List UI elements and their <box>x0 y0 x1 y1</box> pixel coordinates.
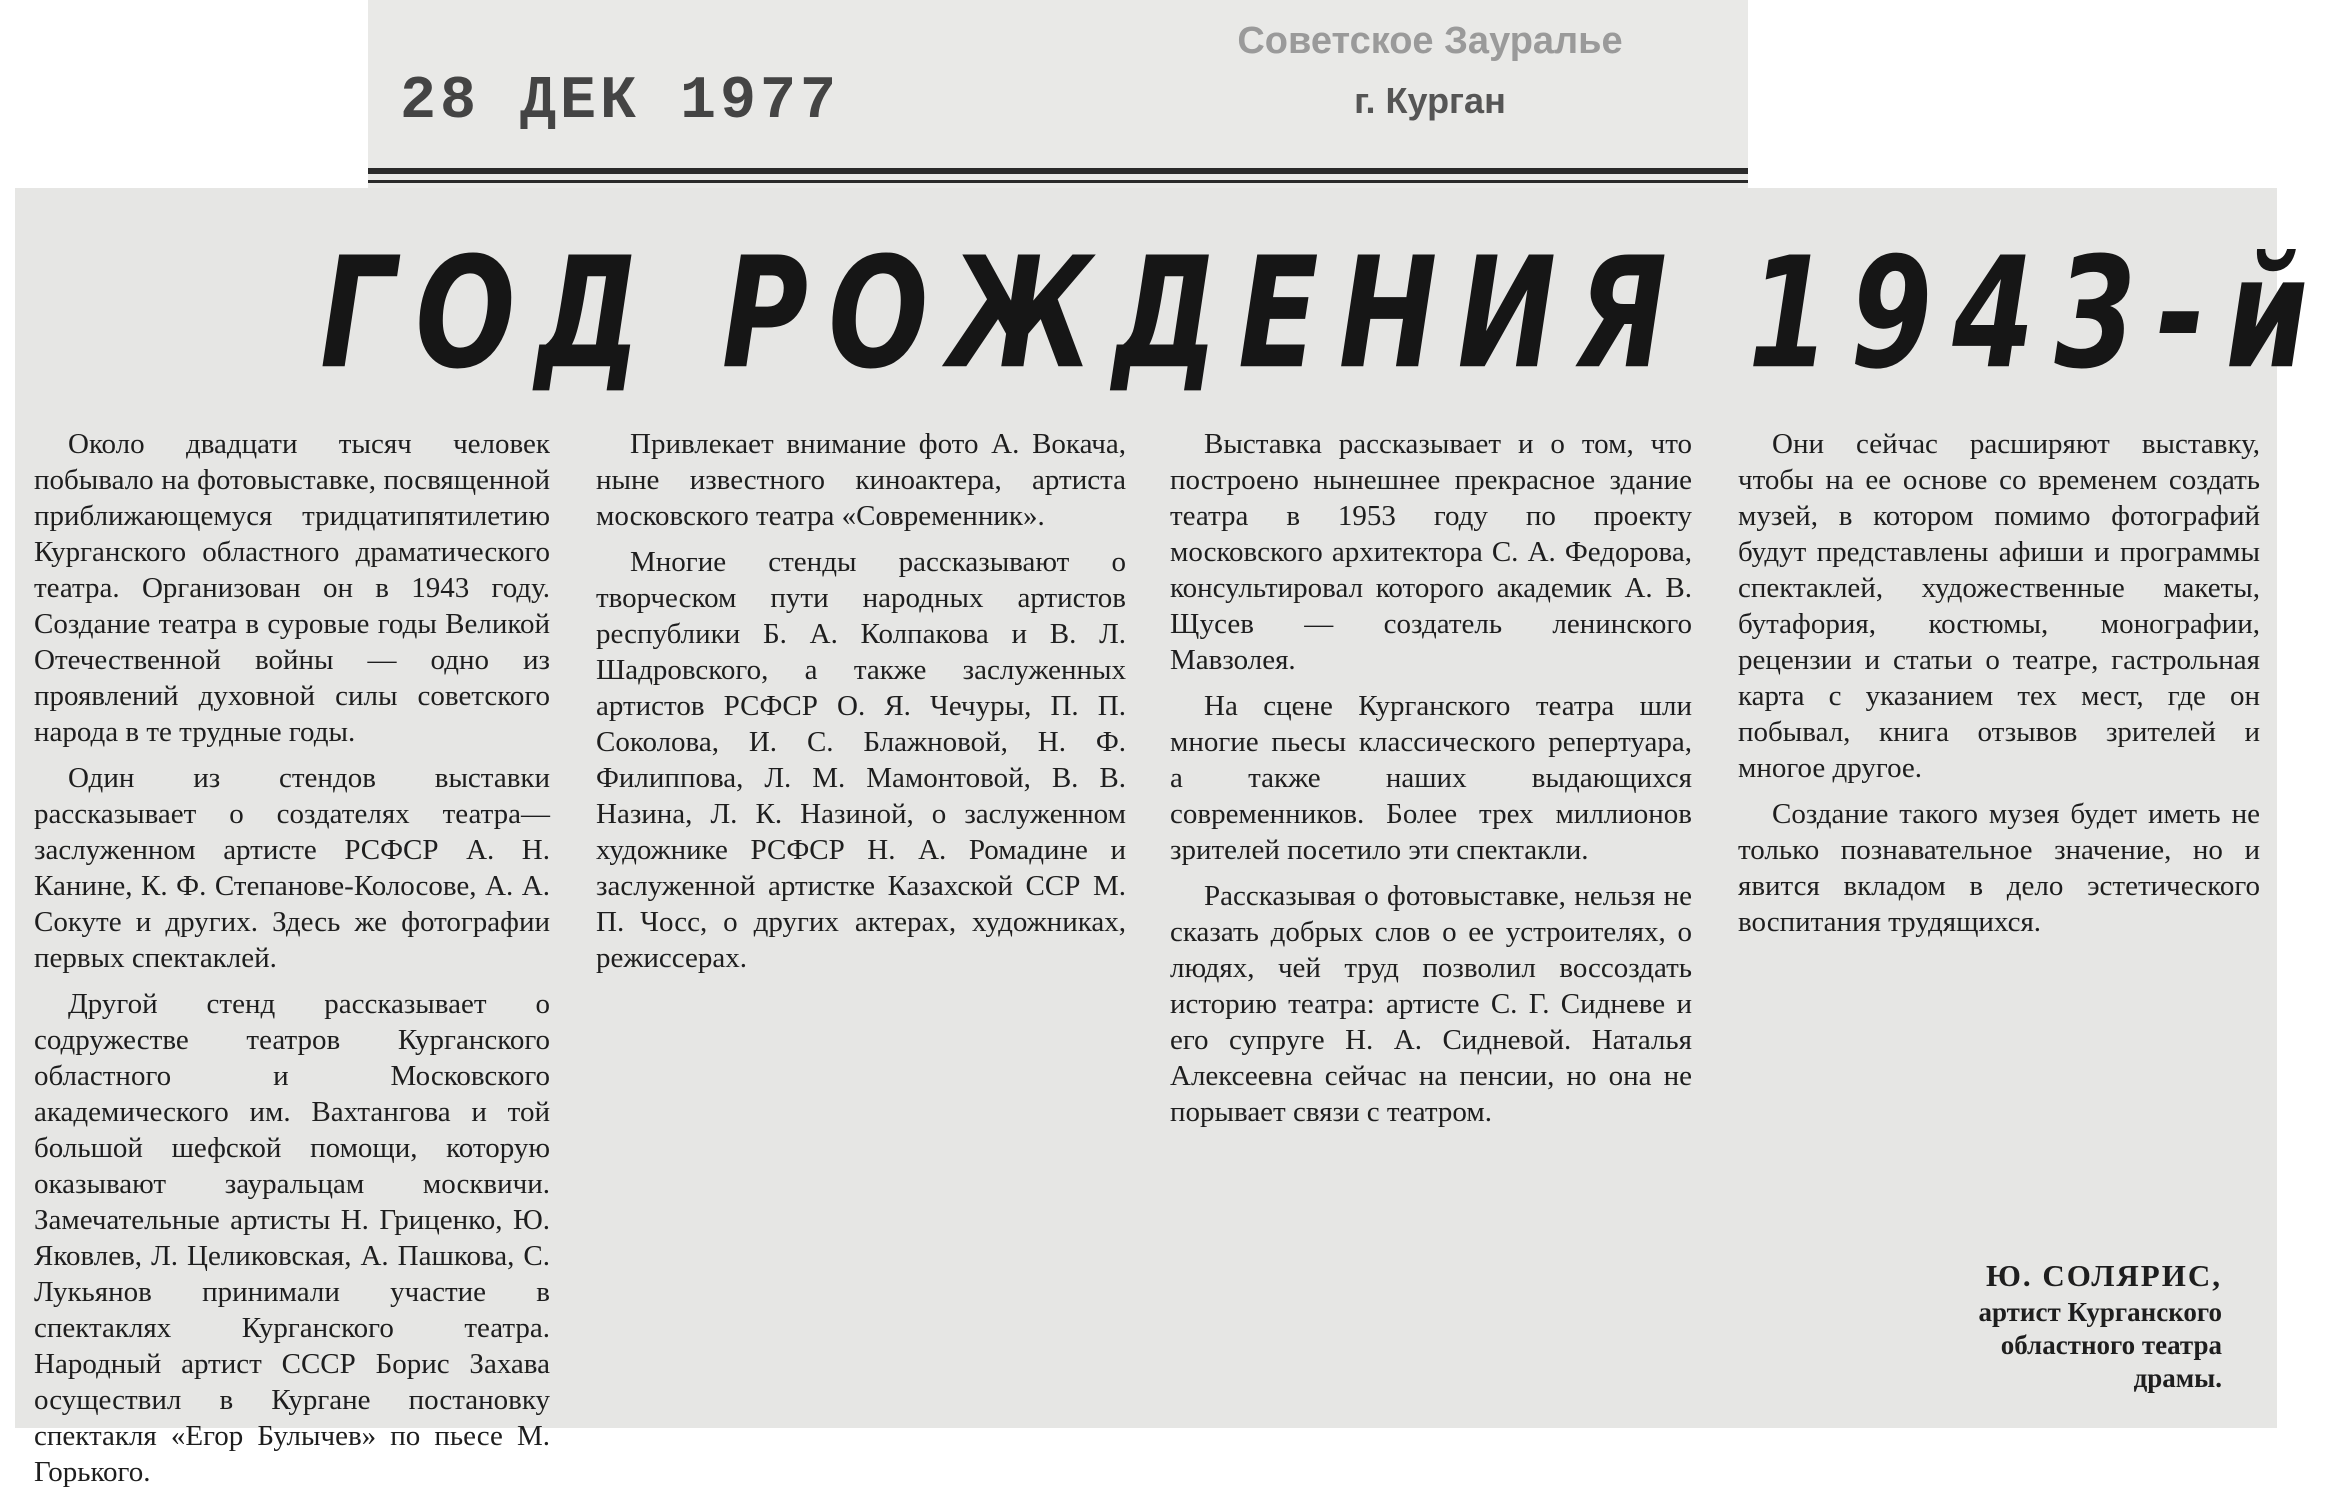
author-title-line: драмы. <box>2133 1363 2222 1393</box>
paragraph: На сцене Курганского театра шли многие пьесы классического репертуара, а также наших выдающихся современников. Более трех миллионов зрителей посетило эти спектакли. <box>1170 690 1692 866</box>
author-title-line: артист Курганского <box>1978 1297 2222 1327</box>
article-column-2 <box>596 426 1126 1426</box>
author-signature <box>1740 1256 2222 1426</box>
newspaper-city: г. Курган <box>1354 80 1506 121</box>
paragraph: Около двадцати тысяч человек побывало на фотовыставке, посвященной приближающемуся тридцатипятилетию Курганского областного драматического театра. Организован он в 1943 году. Создание театра в суровые годы Великой Отечественной войны — одно из проявлений духовной силы советского народа в те трудные годы. <box>34 428 550 748</box>
article-headline: ГОД РОЖДЕНИЯ 1943-й <box>320 223 2328 403</box>
author-name: Ю. СОЛЯРИС, <box>1985 1258 2222 1293</box>
paragraph: Выставка рассказывает и о том, что построено нынешнее прекрасное здание театра в 1953 году по проекту московского архитектора С. А. Федорова, консультировал которого академик А. В. Щусев — создатель ленинского Мавзолея. <box>1170 428 1692 676</box>
paragraph: Привлекает внимание фото А. Вокача, ныне известного киноактера, артиста московского театра «Современник». <box>596 428 1126 532</box>
author-title-line: областного театра <box>2000 1330 2222 1360</box>
masthead-rule-thin <box>368 180 1748 183</box>
paragraph: Один из стендов выставки рассказывает о создателях театра—заслуженном артисте РСФСР А. Н. Канине, К. Ф. Степанове-Колосове, А. А. Сокуте и других. Здесь же фотографии первых спектаклей. <box>34 762 550 974</box>
date-stamp: 28 ДЕК 1977 <box>400 68 841 136</box>
paragraph: Многие стенды рассказывают о творческом пути народных артистов республики Б. А. Колпакова и В. Л. Шадровского, а также заслуженных артистов РСФСР О. Я. Чечуры, П. П. Соколова, И. С. Блажновой, Н. Ф. Филиппова, Л. М. Мамонтовой, В. В. Назина, Л. К. Назиной, о заслуженном художнике РСФСР Н. А. Ромадине и заслуженной артистке Казахской ССР М. П. Чосс, о других актерах, художниках, режиссерах. <box>596 546 1126 974</box>
masthead-rule-thick <box>368 168 1748 174</box>
newspaper-name: Советское Зауралье <box>1237 20 1623 62</box>
paragraph: Рассказывая о фотовыставке, нельзя не сказать добрых слов о ее устроителях, о людях, чей труд позволил воссоздать историю театра: артисте С. Г. Сидневе и его супруге Н. А. Сидневой. Наталья Алексеевна сейчас на пенсии, но она не порывает связи с театром. <box>1170 880 1692 1128</box>
article-column-3 <box>1170 426 1692 1426</box>
article-column-1 <box>34 426 550 1488</box>
paragraph: Другой стенд рассказывает о содружестве театров Курганского областного и Московского академического им. Вахтангова и той большой шефской помощи, которую оказывают зауральцам москвичи. Замечательные артисты Н. Гриценко, Ю. Яковлев, Л. Целиковская, А. Пашкова, С. Лукьянов принимали участие в спектаклях Курганского театра. Народный артист СССР Борис Захава осуществил в Кургане постановку спектакля «Егор Булычев» по пьесе М. Горького. <box>34 988 550 1488</box>
paragraph: Они сейчас расширяют выставку, чтобы на ее основе со временем создать музей, в котором помимо фотографий будут представлены афиши и программы спектаклей, художественные макеты, бутафория, костюмы, монографии, рецензии и статьи о театре, гастрольная карта с указанием тех мест, где он побывал, книга отзывов зрителей и многое другое. <box>1738 428 2260 784</box>
paragraph: Создание такого музея будет иметь не только познавательное значение, но и явится вкладом в дело эстетического воспитания трудящихся. <box>1738 798 2260 938</box>
